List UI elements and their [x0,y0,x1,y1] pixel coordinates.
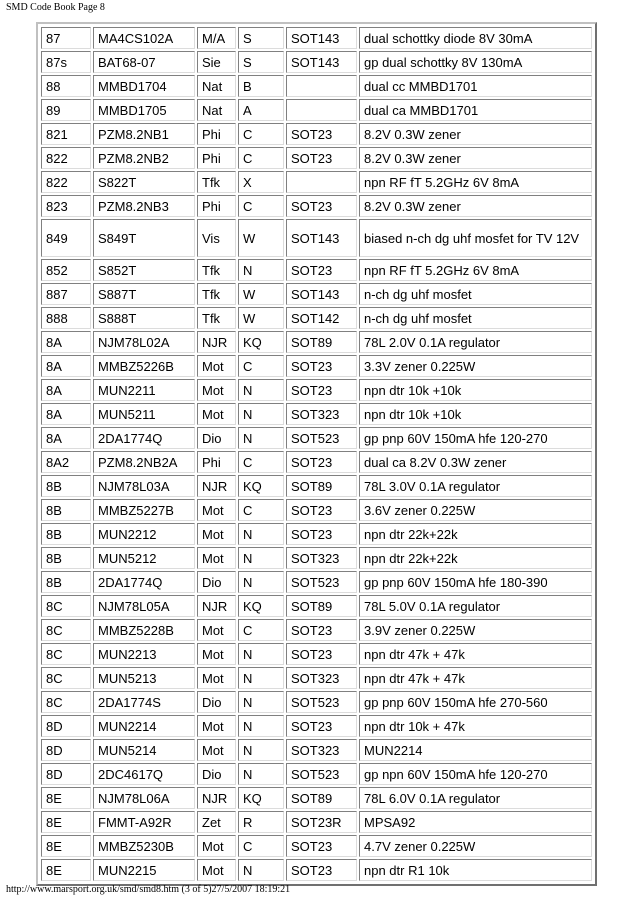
code-cell: 823 [41,195,91,217]
code-cell: 8A2 [41,451,91,473]
pinout-cell: C [238,195,284,217]
description-cell: 8.2V 0.3W zener [359,123,592,145]
manufacturer-cell: Mot [197,499,236,521]
code-cell: 8A [41,379,91,401]
pinout-cell: C [238,451,284,473]
manufacturer-cell: Dio [197,571,236,593]
table-row [41,523,592,545]
pinout-cell: A [238,99,284,121]
code-cell: 888 [41,307,91,329]
part-number-cell: MUN5211 [93,403,195,425]
part-number-cell: MUN2212 [93,523,195,545]
package-cell: SOT23 [286,499,357,521]
code-cell: 87s [41,51,91,73]
description-cell: npn dtr 10k +10k [359,403,592,425]
package-cell: SOT89 [286,331,357,353]
manufacturer-cell: Mot [197,403,236,425]
package-cell: SOT23 [286,643,357,665]
table-row [41,331,592,353]
code-cell: 822 [41,171,91,193]
manufacturer-cell: Dio [197,427,236,449]
description-cell: npn dtr R1 10k [359,859,592,881]
package-cell: SOT23 [286,379,357,401]
manufacturer-cell: Mot [197,739,236,761]
manufacturer-cell: Mot [197,355,236,377]
description-cell: 78L 3.0V 0.1A regulator [359,475,592,497]
table-row [41,787,592,809]
code-cell: 8A [41,331,91,353]
package-cell: SOT323 [286,667,357,689]
code-cell: 8E [41,859,91,881]
code-cell: 8E [41,787,91,809]
package-cell: SOT523 [286,763,357,785]
package-cell: SOT523 [286,427,357,449]
description-cell: dual ca 8.2V 0.3W zener [359,451,592,473]
table-row [41,171,592,193]
part-number-cell: S849T [93,219,195,257]
package-cell [286,99,357,121]
code-cell: 8B [41,523,91,545]
part-number-cell: MUN5214 [93,739,195,761]
package-cell: SOT142 [286,307,357,329]
package-cell: SOT143 [286,27,357,49]
description-cell: npn dtr 10k + 47k [359,715,592,737]
manufacturer-cell: Tfk [197,283,236,305]
description-cell: 78L 6.0V 0.1A regulator [359,787,592,809]
part-number-cell: PZM8.2NB2 [93,147,195,169]
manufacturer-cell: Phi [197,451,236,473]
pinout-cell: C [238,499,284,521]
code-cell: 8B [41,547,91,569]
manufacturer-cell: Sie [197,51,236,73]
part-number-cell: MUN2215 [93,859,195,881]
package-cell: SOT23 [286,523,357,545]
code-cell: 8B [41,571,91,593]
manufacturer-cell: Nat [197,75,236,97]
package-cell: SOT23 [286,147,357,169]
manufacturer-cell: Tfk [197,259,236,281]
pinout-cell: KQ [238,331,284,353]
pinout-cell: N [238,427,284,449]
smd-code-table-frame [36,22,597,886]
pinout-cell: W [238,283,284,305]
part-number-cell: PZM8.2NB2A [93,451,195,473]
code-cell: 8A [41,403,91,425]
table-row [41,811,592,833]
description-cell: n-ch dg uhf mosfet [359,307,592,329]
description-cell: 3.3V zener 0.225W [359,355,592,377]
code-cell: 8E [41,811,91,833]
table-row [41,595,592,617]
part-number-cell: S887T [93,283,195,305]
description-cell: 3.6V zener 0.225W [359,499,592,521]
code-cell: 8D [41,739,91,761]
pinout-cell: C [238,619,284,641]
package-cell: SOT23 [286,355,357,377]
part-number-cell: MUN2211 [93,379,195,401]
manufacturer-cell: Mot [197,667,236,689]
manufacturer-cell: NJR [197,595,236,617]
code-cell: 8C [41,619,91,641]
part-number-cell: MUN2213 [93,643,195,665]
table-row [41,499,592,521]
smd-code-table [39,25,594,883]
pinout-cell: C [238,123,284,145]
part-number-cell: MMBZ5228B [93,619,195,641]
description-cell: 8.2V 0.3W zener [359,147,592,169]
part-number-cell: BAT68-07 [93,51,195,73]
manufacturer-cell: Vis [197,219,236,257]
manufacturer-cell: Dio [197,691,236,713]
manufacturer-cell: Mot [197,379,236,401]
description-cell: gp pnp 60V 150mA hfe 270-560 [359,691,592,713]
manufacturer-cell: Mot [197,835,236,857]
package-cell: SOT23R [286,811,357,833]
description-cell: gp pnp 60V 150mA hfe 180-390 [359,571,592,593]
package-cell: SOT23 [286,195,357,217]
package-cell: SOT143 [286,283,357,305]
table-row [41,715,592,737]
description-cell: gp npn 60V 150mA hfe 120-270 [359,763,592,785]
manufacturer-cell: Mot [197,619,236,641]
manufacturer-cell: Tfk [197,307,236,329]
part-number-cell: PZM8.2NB3 [93,195,195,217]
table-row [41,379,592,401]
package-cell: SOT523 [286,571,357,593]
table-row [41,307,592,329]
code-cell: 821 [41,123,91,145]
manufacturer-cell: Tfk [197,171,236,193]
part-number-cell: 2DA1774Q [93,427,195,449]
table-row [41,283,592,305]
code-cell: 8C [41,643,91,665]
description-cell: n-ch dg uhf mosfet [359,283,592,305]
manufacturer-cell: Phi [197,195,236,217]
pinout-cell: N [238,259,284,281]
table-row [41,259,592,281]
pinout-cell: KQ [238,595,284,617]
pinout-cell: N [238,403,284,425]
description-cell: biased n-ch dg uhf mosfet for TV 12V [359,219,592,257]
pinout-cell: N [238,379,284,401]
part-number-cell: NJM78L03A [93,475,195,497]
pinout-cell: S [238,51,284,73]
part-number-cell: 2DA1774Q [93,571,195,593]
code-cell: 87 [41,27,91,49]
package-cell: SOT89 [286,475,357,497]
manufacturer-cell: Nat [197,99,236,121]
package-cell: SOT23 [286,123,357,145]
pinout-cell: W [238,307,284,329]
manufacturer-cell: M/A [197,27,236,49]
manufacturer-cell: NJR [197,331,236,353]
part-number-cell: MA4CS102A [93,27,195,49]
package-cell: SOT323 [286,739,357,761]
part-number-cell: FMMT-A92R [93,811,195,833]
table-row [41,619,592,641]
package-cell: SOT89 [286,787,357,809]
manufacturer-cell: Phi [197,147,236,169]
description-cell: npn dtr 22k+22k [359,547,592,569]
package-cell: SOT23 [286,259,357,281]
package-cell: SOT23 [286,835,357,857]
manufacturer-cell: Zet [197,811,236,833]
code-cell: 8D [41,715,91,737]
package-cell: SOT23 [286,715,357,737]
package-cell: SOT23 [286,451,357,473]
pinout-cell: C [238,147,284,169]
part-number-cell: MMBD1704 [93,75,195,97]
page-header: SMD Code Book Page 8 [6,2,105,13]
table-row [41,763,592,785]
code-cell: 8C [41,595,91,617]
pinout-cell: KQ [238,475,284,497]
manufacturer-cell: Mot [197,523,236,545]
part-number-cell: MUN5212 [93,547,195,569]
pinout-cell: N [238,859,284,881]
part-number-cell: MMBZ5230B [93,835,195,857]
table-row [41,643,592,665]
table-row [41,475,592,497]
pinout-cell: N [238,571,284,593]
code-cell: 8E [41,835,91,857]
description-cell: dual schottky diode 8V 30mA [359,27,592,49]
code-cell: 887 [41,283,91,305]
pinout-cell: N [238,739,284,761]
pinout-cell: N [238,523,284,545]
table-row [41,427,592,449]
table-row [41,75,592,97]
description-cell: npn RF fT 5.2GHz 6V 8mA [359,259,592,281]
part-number-cell: NJM78L05A [93,595,195,617]
code-cell: 852 [41,259,91,281]
package-cell [286,75,357,97]
package-cell: SOT143 [286,51,357,73]
table-row [41,691,592,713]
code-cell: 8C [41,667,91,689]
description-cell: npn dtr 10k +10k [359,379,592,401]
table-row [41,667,592,689]
description-cell: gp pnp 60V 150mA hfe 120-270 [359,427,592,449]
description-cell: dual cc MMBD1701 [359,75,592,97]
package-cell: SOT323 [286,403,357,425]
package-cell: SOT23 [286,859,357,881]
description-cell: gp dual schottky 8V 130mA [359,51,592,73]
table-row [41,27,592,49]
manufacturer-cell: Phi [197,123,236,145]
pinout-cell: N [238,547,284,569]
part-number-cell: 2DA1774S [93,691,195,713]
description-cell: 4.7V zener 0.225W [359,835,592,857]
table-row [41,571,592,593]
description-cell: npn dtr 47k + 47k [359,667,592,689]
pinout-cell: KQ [238,787,284,809]
pinout-cell: S [238,27,284,49]
description-cell: 78L 2.0V 0.1A regulator [359,331,592,353]
pinout-cell: W [238,219,284,257]
code-cell: 89 [41,99,91,121]
manufacturer-cell: Mot [197,547,236,569]
manufacturer-cell: NJR [197,475,236,497]
pinout-cell: X [238,171,284,193]
description-cell: 78L 5.0V 0.1A regulator [359,595,592,617]
description-cell: 3.9V zener 0.225W [359,619,592,641]
table-row [41,51,592,73]
table-row [41,195,592,217]
part-number-cell: MMBD1705 [93,99,195,121]
table-row [41,355,592,377]
part-number-cell: MMBZ5226B [93,355,195,377]
manufacturer-cell: Mot [197,643,236,665]
code-cell: 8B [41,475,91,497]
package-cell: SOT523 [286,691,357,713]
part-number-cell: NJM78L02A [93,331,195,353]
table-row [41,99,592,121]
pinout-cell: R [238,811,284,833]
package-cell: SOT23 [286,619,357,641]
page-footer: http://www.marsport.org.uk/smd/smd8.htm (3 of 5)27/5/2007 18:19:21 [6,884,291,895]
part-number-cell: 2DC4617Q [93,763,195,785]
table-row [41,835,592,857]
code-cell: 8A [41,355,91,377]
code-cell: 822 [41,147,91,169]
table-body [41,27,592,881]
part-number-cell: S852T [93,259,195,281]
package-cell: SOT323 [286,547,357,569]
description-cell: npn dtr 22k+22k [359,523,592,545]
table-row [41,547,592,569]
pinout-cell: N [238,763,284,785]
code-cell: 8C [41,691,91,713]
pinout-cell: C [238,835,284,857]
pinout-cell: N [238,691,284,713]
table-row [41,123,592,145]
description-cell: npn RF fT 5.2GHz 6V 8mA [359,171,592,193]
code-cell: 8D [41,763,91,785]
description-cell: MUN2214 [359,739,592,761]
code-cell: 8A [41,427,91,449]
manufacturer-cell: NJR [197,787,236,809]
package-cell: SOT89 [286,595,357,617]
manufacturer-cell: Dio [197,763,236,785]
description-cell: npn dtr 47k + 47k [359,643,592,665]
part-number-cell: S822T [93,171,195,193]
table-row [41,739,592,761]
table-row [41,147,592,169]
code-cell: 88 [41,75,91,97]
part-number-cell: MMBZ5227B [93,499,195,521]
code-cell: 8B [41,499,91,521]
table-row [41,451,592,473]
pinout-cell: B [238,75,284,97]
pinout-cell: N [238,715,284,737]
part-number-cell: PZM8.2NB1 [93,123,195,145]
part-number-cell: NJM78L06A [93,787,195,809]
manufacturer-cell: Mot [197,859,236,881]
part-number-cell: MUN5213 [93,667,195,689]
description-cell: 8.2V 0.3W zener [359,195,592,217]
pinout-cell: C [238,355,284,377]
description-cell: MPSA92 [359,811,592,833]
table-row [41,219,592,257]
part-number-cell: S888T [93,307,195,329]
part-number-cell: MUN2214 [93,715,195,737]
package-cell [286,171,357,193]
description-cell: dual ca MMBD1701 [359,99,592,121]
manufacturer-cell: Mot [197,715,236,737]
table-row [41,403,592,425]
pinout-cell: N [238,643,284,665]
code-cell: 849 [41,219,91,257]
table-row [41,859,592,881]
package-cell: SOT143 [286,219,357,257]
pinout-cell: N [238,667,284,689]
